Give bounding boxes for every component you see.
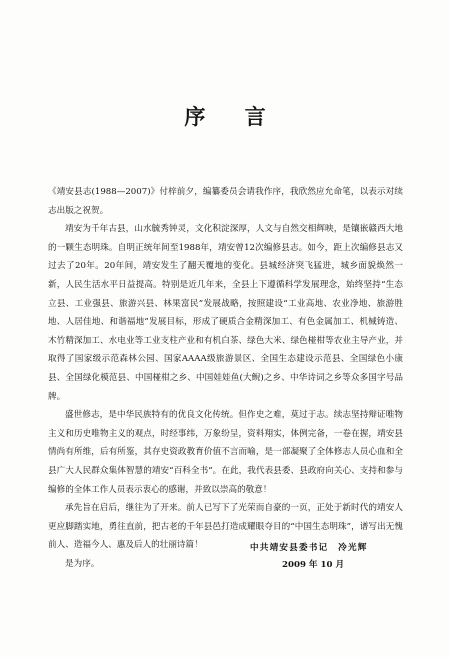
paragraph-3: 盛世修志，是中华民族特有的优良文化传统。但作史之难，莫过于志。续志坚持辩证唯物主义和历史唯物主义的观点，时经事纬，万象纷呈，资料翔实，体例完备，一卷在握，靖安县情尚有所维，后有所鉴，其存史资政教育价值不言而喻，是一部凝聚了全体修志人员心血和全县广大人民群众集体智慧的靖安“百科全书”。在此，我代表县委、县政府向关心、支持和参与编修的全体工作人员表示衷心的感谢，并致以崇高的敬意！ — [48, 410, 403, 495]
signature-block — [250, 540, 410, 574]
signature-date: 2009 年 10 月 — [282, 560, 345, 570]
paragraph-5: 是为序。 — [65, 558, 100, 569]
signature-author: 中共靖安县委书记 冷光辉 — [250, 543, 368, 553]
paragraph-2: 靖安为千年古县，山水毓秀钟灵，文化积淀深厚，人文与自然交相辉映，是镶嵌赣西大地的一颗生态明珠。自明正统年间至1988年，靖安曾12次编修县志。如今，距上次编修县志又过去了20年。20年间，靖安发生了翻天覆地的变化。县城经济突飞猛进，城乡面貌焕然一新，人民生活水平日益提高。特别是近几年来，全县上下遵循科学发展理念，始终坚持“生态立县、工业强县、旅游兴县、林果富民”发展战略，按照建设“工业高地、农业净地、旅游胜地、人居佳地、和谐福地”发展目标，形成了硬质合金精深加工、有色金属加工、机械铸造、木竹精深加工、水电业等工业支柱产业和有机白茶、绿色大米、绿色椪柑等农业主导产业，并取得了国家级示范森林公园、国家AAAA级旅游景区、全国生态建设示范县、全国绿色小康县、全国绿化模范县、中国椪柑之乡、中国娃娃鱼(大鲵)之乡、中华诗词之乡等众多国字号品牌。 — [48, 224, 403, 402]
paragraph-1: 《靖安县志(1988—2007)》付梓前夕，编纂委员会请我作序，我欣然应允命笔，以表示对续志出版之祝贺。 — [48, 187, 403, 216]
paragraph-4: 承先旨在启后，继往为了开来。前人已写下了光荣而自豪的一页，正处于新时代的靖安人更应脚踏实地，勇往直前，把古老的千年县邑打造成耀眼夺目的“中国生态明珠”，谱写出无愧前人、造福今人、惠及后人的壮丽诗篇！ — [48, 503, 403, 551]
preface-body — [48, 183, 403, 573]
page-title: 序 言 — [184, 104, 282, 129]
